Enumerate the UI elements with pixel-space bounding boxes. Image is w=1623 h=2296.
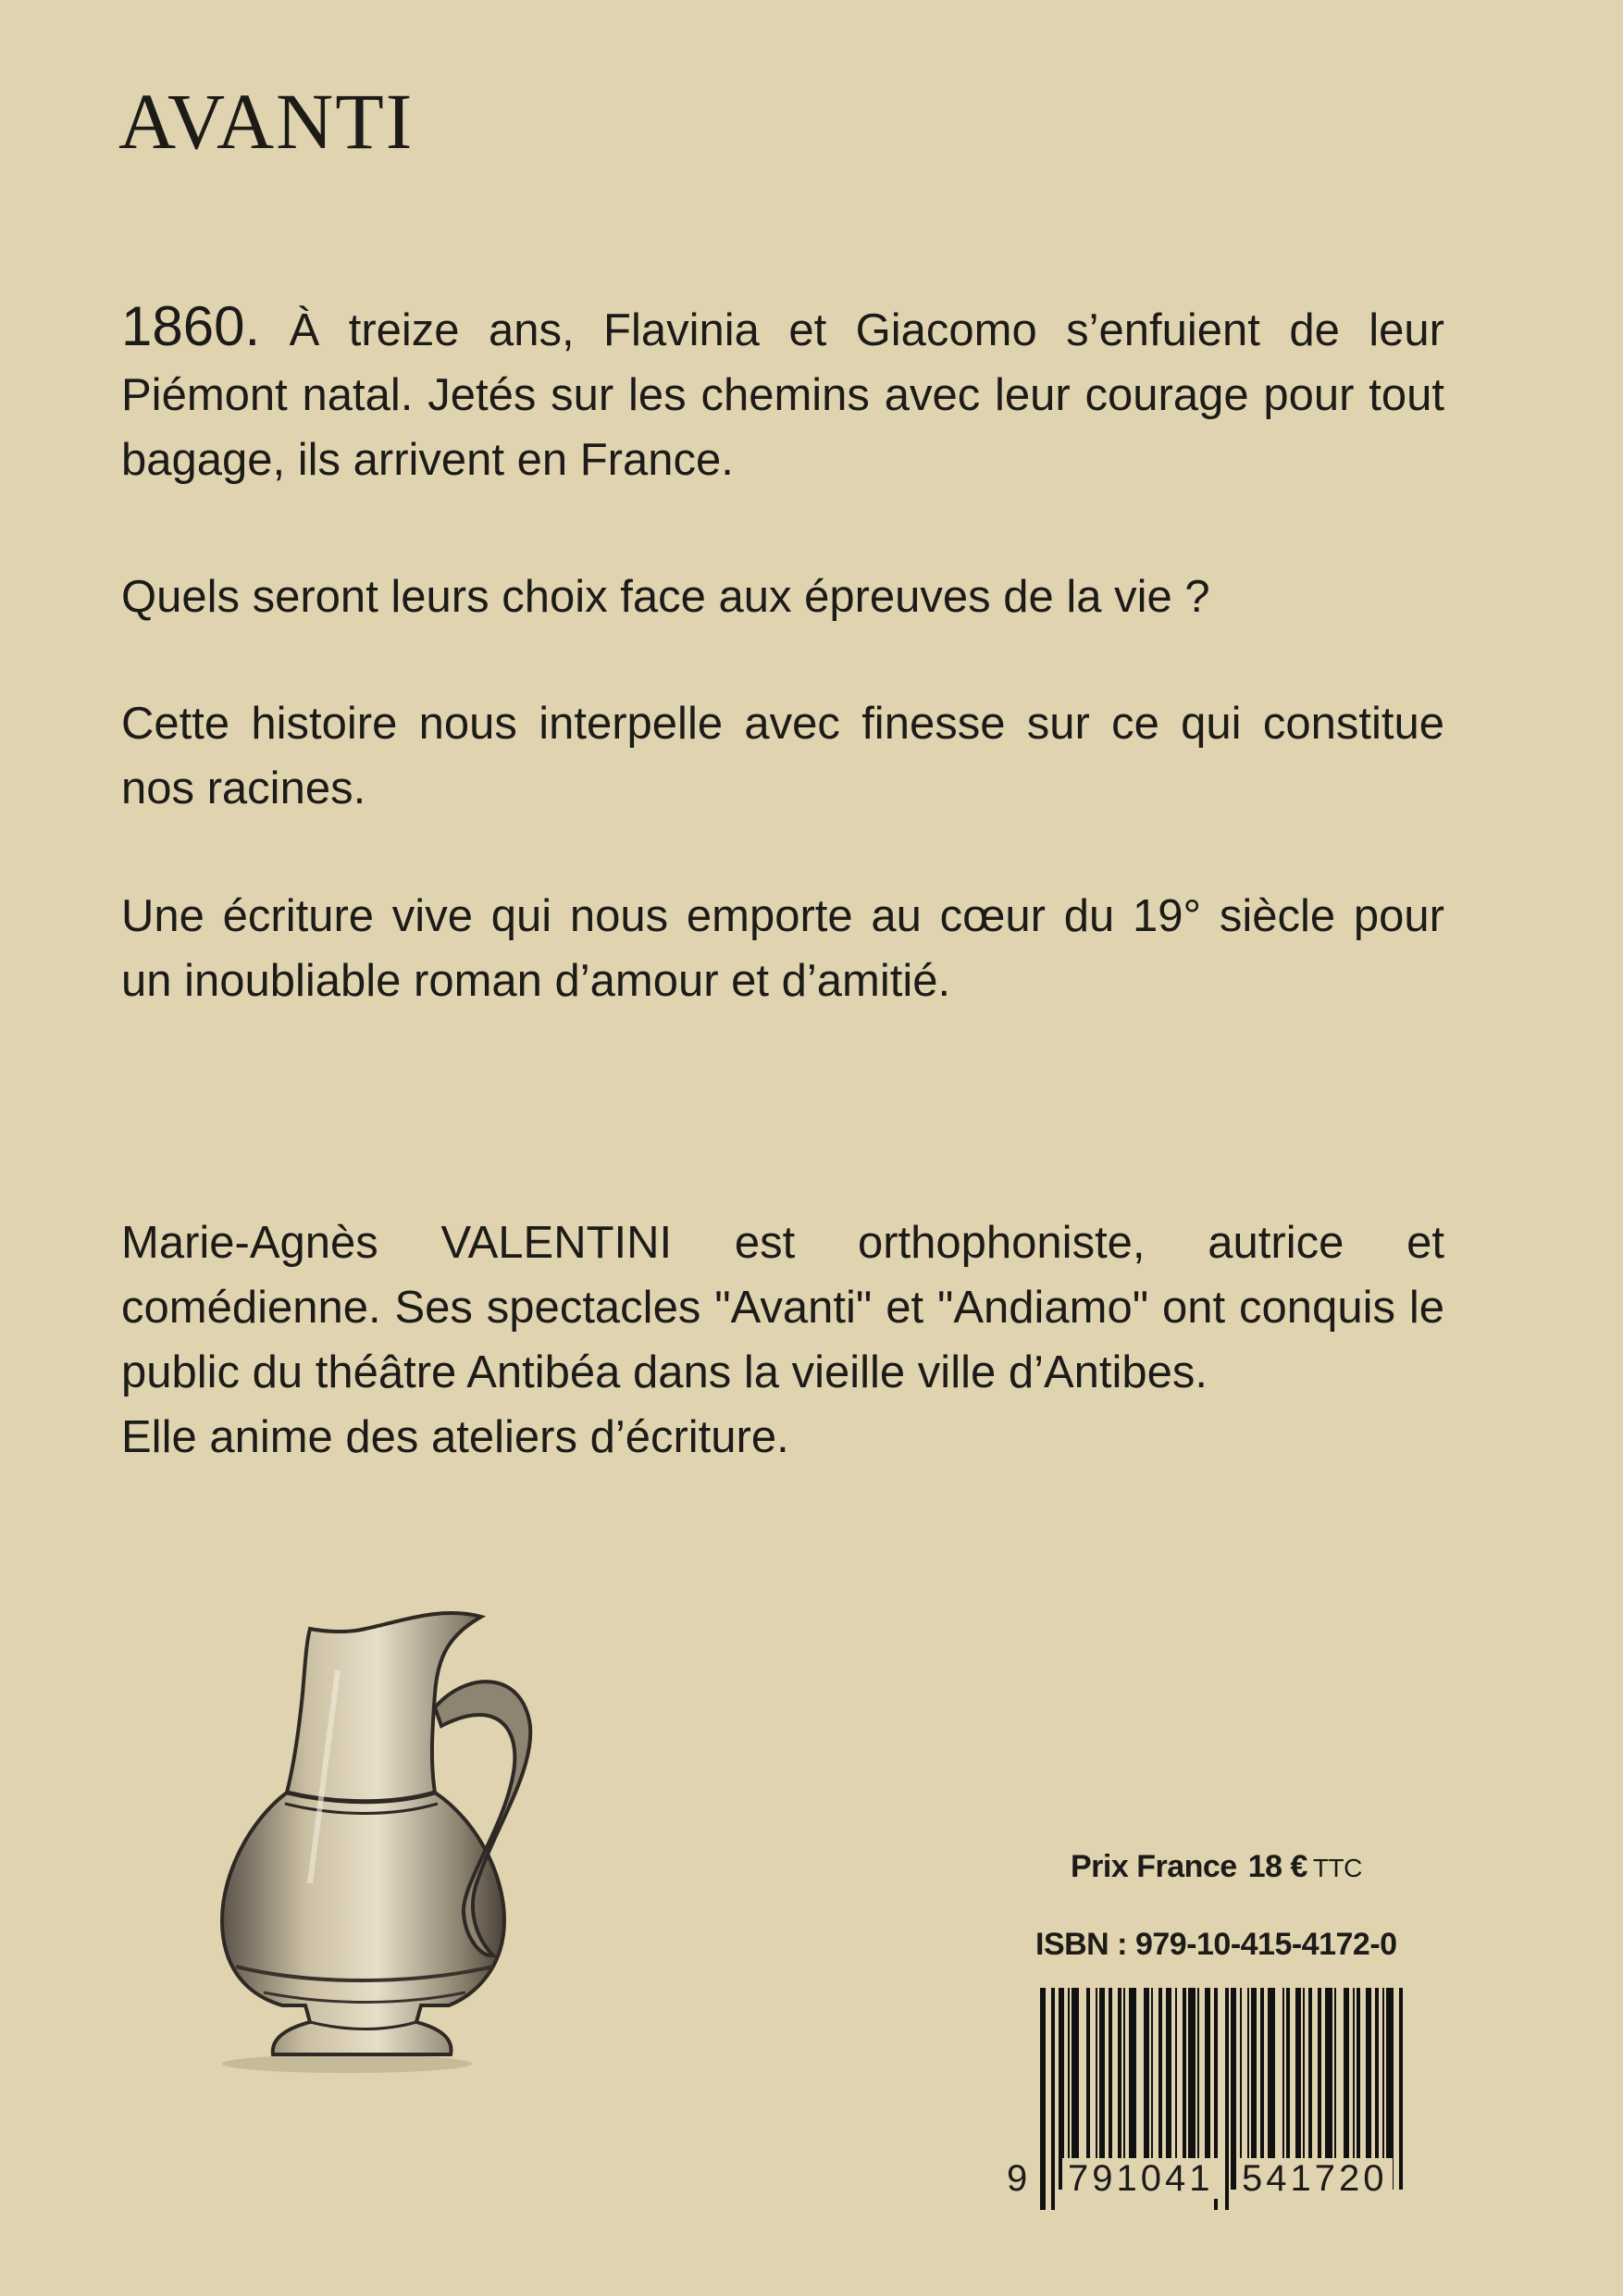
- jug-icon: [199, 1578, 625, 2096]
- synopsis-paragraph-3: Cette histoire nous interpelle avec finesse sur ce qui constitue nos racines.: [121, 699, 1444, 813]
- barcode-bar: [1040, 1988, 1046, 2210]
- book-title: AVANTI: [118, 77, 415, 166]
- barcode-digits-group-2: 541720: [1236, 2158, 1393, 2199]
- synopsis-text-1: À treize ans, Flavinia et Giacomo s’enfuient de leur Piémont natal. Jetés sur les chemins avec leur courage pour tout bagage, ils arrivent en France.: [121, 305, 1444, 485]
- barcode-bar: [1399, 1988, 1403, 2190]
- synopsis-paragraph-2: Quels seront leurs choix face aux épreuves de la vie ?: [121, 572, 1210, 622]
- isbn-label: ISBN : 979-10-415-4172-0: [1035, 1927, 1397, 1962]
- price-prefix: Prix France: [1071, 1849, 1237, 1884]
- barcode-digit-prefix: 9: [1001, 2158, 1033, 2199]
- barcode-bar: [1225, 1988, 1229, 2210]
- price-value: 18 €: [1247, 1849, 1307, 1884]
- price-label: [1071, 1849, 1362, 1885]
- synopsis-paragraph-1: [121, 294, 1444, 492]
- synopsis-paragraph-4: Une écriture vive qui nous emporte au cœur du 19° siècle pour un inoubliable roman d’amour et d’amitié.: [121, 891, 1444, 1006]
- author-bio-workshops: Elle anime des ateliers d’écriture.: [121, 1412, 789, 1462]
- author-bio-paragraph: Marie-Agnès VALENTINI est orthophoniste, autrice et comédienne. Ses spectacles "Avanti" et "Andiamo" ont conquis le public du théâtre Antibéa dans la vieille ville d’Antibes.: [121, 1218, 1444, 1397]
- barcode-bar: [1051, 1988, 1055, 2210]
- synopsis-year: 1860.: [121, 295, 261, 357]
- price-suffix: TTC: [1312, 1854, 1362, 1882]
- barcode-digits-group-1: 791041: [1062, 2158, 1219, 2199]
